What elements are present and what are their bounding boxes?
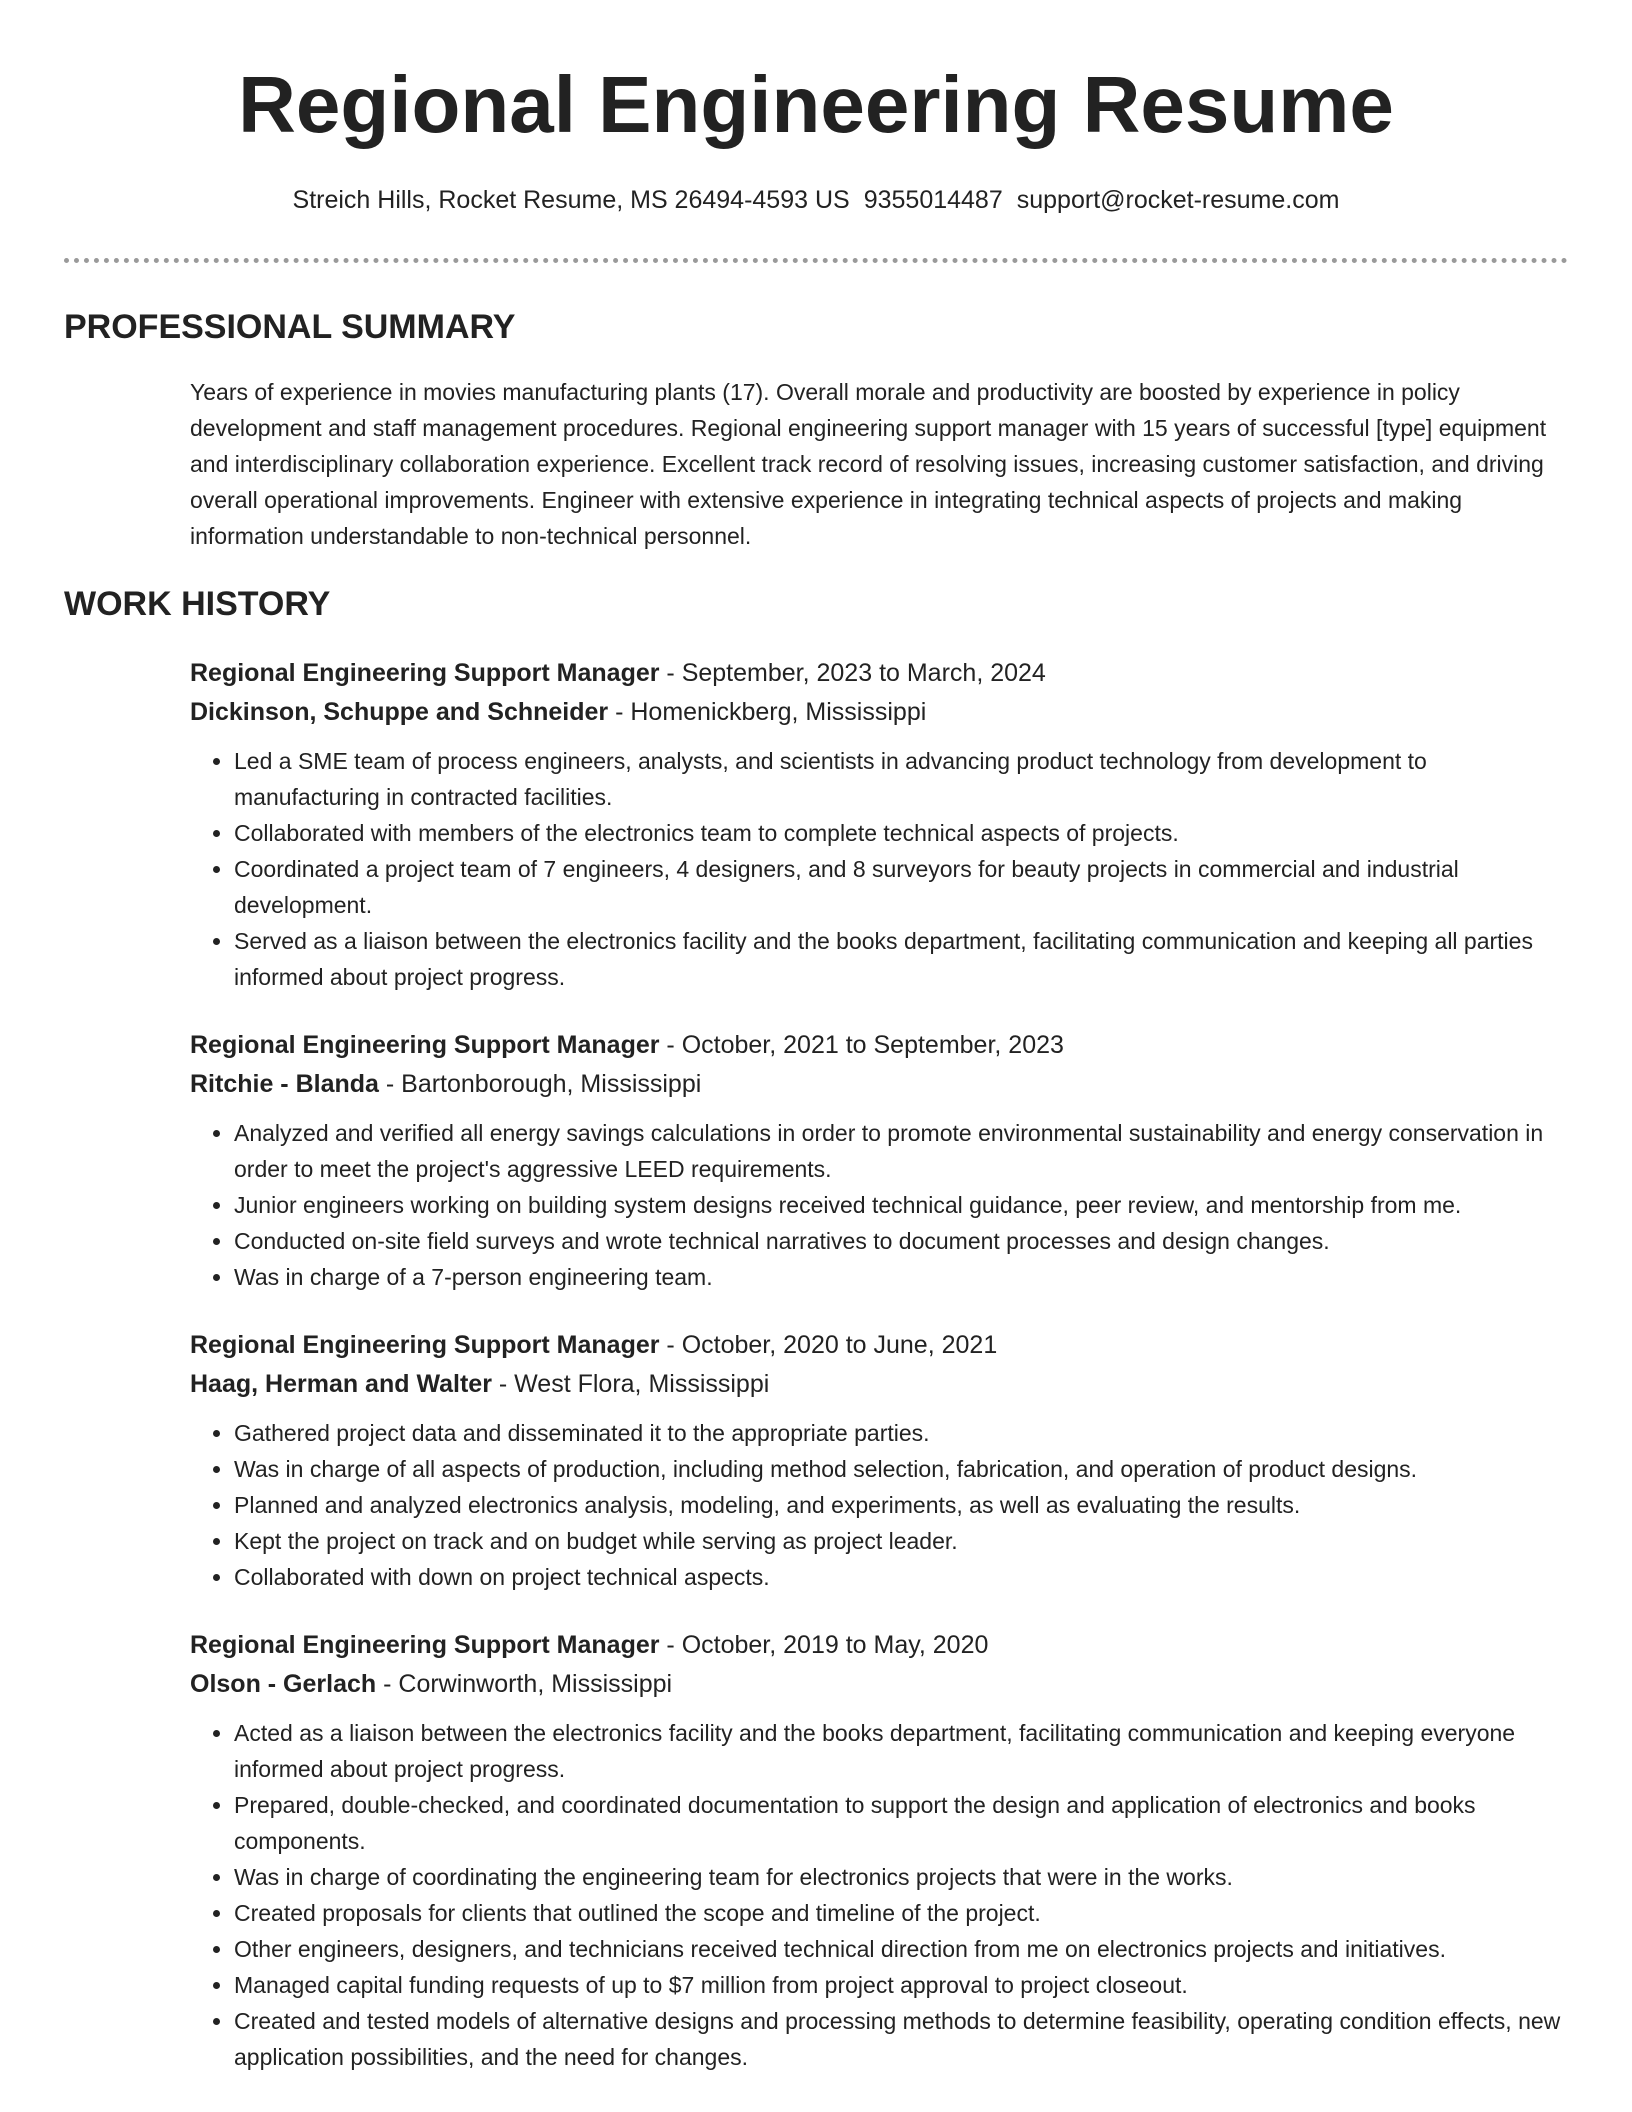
- job-company-line: [190, 693, 1568, 732]
- job-company: Ritchie - Blanda: [190, 1070, 379, 1098]
- job-title-line: [190, 1626, 1568, 1665]
- job-title-line: [190, 1026, 1568, 1065]
- job-location: - Bartonborough, Mississippi: [378, 1070, 702, 1098]
- job-bullet: • Collaborated with members of the electronics team to complete technical aspects of projects.: [234, 815, 1568, 851]
- job-company: Haag, Herman and Walter: [190, 1370, 492, 1398]
- job-dates: - October, 2021 to September, 2023: [659, 1031, 1064, 1059]
- summary-text: Years of experience in movies manufacturing plants (17). Overall morale and productivity are boosted by experience in policy development and staff management procedures. Regional engineering support manager with 15 years of successful [type] equipment and interdisciplinary collaboration experience. Excellent track record of resolving issues, increasing customer satisfaction, and driving overall operational improvements. Engineer with extensive experience in integrating technical aspects of projects and making information understandable to non-technical personnel.: [190, 379, 1547, 549]
- job-company-line: [190, 1365, 1568, 1404]
- resume-page: [64, 0, 1568, 2075]
- job-company: Dickinson, Schuppe and Schneider: [190, 698, 609, 726]
- work-history-heading: WORK HISTORY: [64, 585, 331, 623]
- header-divider: [64, 258, 1568, 263]
- job-company-line: [190, 1065, 1568, 1104]
- job-bullets: [190, 1415, 1568, 1595]
- job-bullet: • Created and tested models of alternative designs and processing methods to determine feasibility, operating condition effects, new application possibilities, and the need for changes.: [234, 2003, 1568, 2075]
- job-dates: - September, 2023 to March, 2024: [659, 659, 1046, 687]
- job-entry: [190, 1326, 1568, 1595]
- job-bullets: [190, 1715, 1568, 2075]
- job-bullet: • Conducted on-site field surveys and wrote technical narratives to document processes and design changes.: [234, 1223, 1568, 1259]
- job-bullet: • Was in charge of a 7-person engineering team.: [234, 1259, 1568, 1295]
- job-bullet: • Collaborated with down on project technical aspects.: [234, 1559, 1568, 1595]
- job-bullet: • Created proposals for clients that outlined the scope and timeline of the project.: [234, 1895, 1568, 1931]
- address: Streich Hills, Rocket Resume, MS 26494-4593 US: [292, 186, 850, 214]
- job-bullet: • Coordinated a project team of 7 engineers, 4 designers, and 8 surveyors for beauty projects in commercial and industrial development.: [234, 851, 1568, 923]
- job-title: Regional Engineering Support Manager: [190, 1631, 660, 1659]
- job-bullet: • Kept the project on track and on budget while serving as project leader.: [234, 1523, 1568, 1559]
- job-bullet: • Gathered project data and disseminated it to the appropriate parties.: [234, 1415, 1568, 1451]
- job-dates: - October, 2020 to June, 2021: [659, 1331, 998, 1359]
- job-bullet: • Prepared, double-checked, and coordinated documentation to support the design and application of electronics and books components.: [234, 1787, 1568, 1859]
- email: support@rocket-resume.com: [1016, 186, 1340, 214]
- job-bullet: • Was in charge of all aspects of production, including method selection, fabrication, and operation of product designs.: [234, 1451, 1568, 1487]
- job-bullets: [190, 743, 1568, 995]
- job-title: Regional Engineering Support Manager: [190, 1331, 660, 1359]
- resume-title: Regional Engineering Resume: [238, 60, 1394, 149]
- job-title: Regional Engineering Support Manager: [190, 1031, 660, 1059]
- summary-heading: PROFESSIONAL SUMMARY: [64, 308, 516, 346]
- job-company-line: [190, 1665, 1568, 1704]
- job-bullet: • Managed capital funding requests of up to $7 million from project approval to project closeout.: [234, 1967, 1568, 2003]
- job-title-line: [190, 1326, 1568, 1365]
- contact-line: [64, 184, 1568, 216]
- job-bullets: [190, 1115, 1568, 1295]
- job-company: Olson - Gerlach: [190, 1670, 377, 1698]
- job-location: - Corwinworth, Mississippi: [376, 1670, 673, 1698]
- job-bullet: • Planned and analyzed electronics analysis, modeling, and experiments, as well as evaluating the results.: [234, 1487, 1568, 1523]
- job-location: - Homenickberg, Mississippi: [608, 698, 927, 726]
- job-location: - West Flora, Mississippi: [491, 1370, 770, 1398]
- job-bullet: • Analyzed and verified all energy savings calculations in order to promote environmental sustainability and energy conservation in order to meet the project's aggressive LEED requirements.: [234, 1115, 1568, 1187]
- job-entry: [190, 1026, 1568, 1295]
- job-entry: [190, 654, 1568, 995]
- job-title: Regional Engineering Support Manager: [190, 659, 660, 687]
- job-bullet: • Led a SME team of process engineers, analysts, and scientists in advancing product technology from development to manufacturing in contracted facilities.: [234, 743, 1568, 815]
- job-bullet: • Junior engineers working on building system designs received technical guidance, peer review, and mentorship from me.: [234, 1187, 1568, 1223]
- job-entry: [190, 1626, 1568, 2075]
- job-bullet: • Was in charge of coordinating the engineering team for electronics projects that were in the works.: [234, 1859, 1568, 1895]
- job-dates: - October, 2019 to May, 2020: [659, 1631, 989, 1659]
- job-bullet: • Other engineers, designers, and technicians received technical direction from me on electronics projects and initiatives.: [234, 1931, 1568, 1967]
- job-title-line: [190, 654, 1568, 693]
- job-bullet: • Served as a liaison between the electronics facility and the books department, facilitating communication and keeping all parties informed about project progress.: [234, 923, 1568, 995]
- job-bullet: • Acted as a liaison between the electronics facility and the books department, facilitating communication and keeping everyone informed about project progress.: [234, 1715, 1568, 1787]
- phone: 9355014487: [863, 186, 1003, 214]
